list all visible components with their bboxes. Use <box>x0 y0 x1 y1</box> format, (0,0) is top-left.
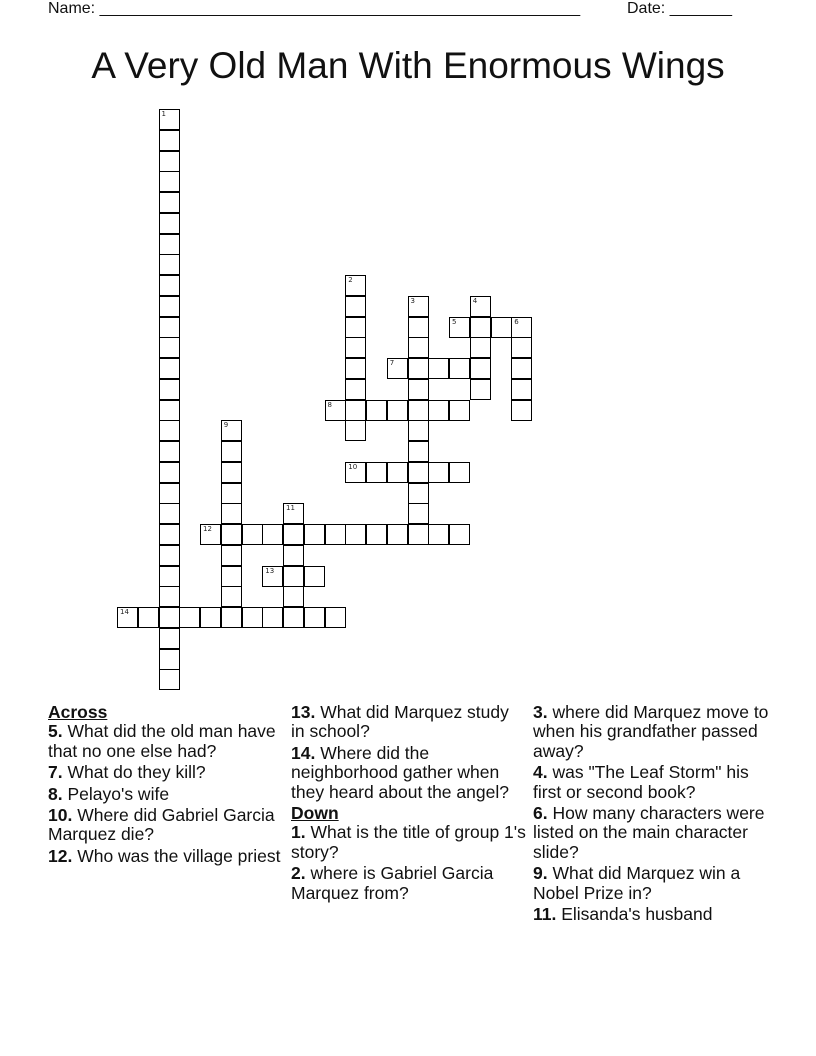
clue-item <box>533 763 773 802</box>
grid-cell[interactable] <box>221 483 242 504</box>
clue-text: where did Marquez move to when his grandfather passed away? <box>533 702 769 761</box>
grid-cell[interactable] <box>408 317 429 338</box>
grid-cell[interactable] <box>345 358 366 379</box>
grid-cell[interactable] <box>200 607 221 628</box>
grid-cell[interactable] <box>387 400 408 421</box>
grid-cell[interactable] <box>283 545 304 566</box>
grid-cell[interactable] <box>408 524 429 545</box>
clue-number: 6. <box>533 803 548 824</box>
grid-cell[interactable] <box>408 441 429 462</box>
grid-cell[interactable] <box>304 607 325 628</box>
grid-cell[interactable] <box>159 400 180 421</box>
grid-cell[interactable] <box>304 566 325 587</box>
grid-cell[interactable] <box>262 566 283 587</box>
clue-number-label: 8 <box>327 400 332 409</box>
grid-cell[interactable] <box>408 400 429 421</box>
grid-cell[interactable] <box>408 337 429 358</box>
grid-cell[interactable] <box>428 400 449 421</box>
across-heading: Across <box>48 702 108 722</box>
clue-number-label: 3 <box>410 296 415 305</box>
clue-column-3 <box>533 703 773 926</box>
grid-cell[interactable] <box>345 420 366 441</box>
clue-text: What is the title of group 1's story? <box>291 822 526 862</box>
grid-cell[interactable] <box>200 524 221 545</box>
clue-number: 12. <box>48 845 73 866</box>
grid-cell[interactable] <box>283 586 304 607</box>
clue-number: 4. <box>533 762 548 783</box>
grid-cell[interactable] <box>221 524 242 545</box>
grid-cell[interactable] <box>449 317 470 338</box>
grid-cell[interactable] <box>511 400 532 421</box>
grid-cell[interactable] <box>159 151 180 172</box>
clue-text: What did the old man have that no one else had? <box>48 721 276 761</box>
grid-cell[interactable] <box>159 483 180 504</box>
clue-number: 8. <box>48 783 63 804</box>
grid-cell[interactable] <box>221 545 242 566</box>
clue-number-label: 11 <box>286 504 295 513</box>
clue-item <box>533 703 773 761</box>
clue-number-label: 9 <box>223 421 229 430</box>
grid-cell[interactable] <box>470 337 491 358</box>
grid-cell[interactable] <box>428 358 449 379</box>
name-field-label: Name: ______________________________________________________ <box>48 0 581 17</box>
clue-text: What did Marquez win a Nobel Prize in? <box>533 863 741 903</box>
grid-cell[interactable] <box>159 337 180 358</box>
grid-cell[interactable] <box>511 358 532 379</box>
across-clue-list <box>48 722 284 866</box>
clue-item <box>291 823 527 862</box>
grid-cell[interactable] <box>159 109 180 130</box>
grid-cell[interactable] <box>117 607 138 628</box>
grid-cell[interactable] <box>159 462 180 483</box>
grid-cell[interactable] <box>159 607 180 628</box>
clue-text: How many characters were listed on the main character slide? <box>533 803 765 862</box>
clue-text: was "The Leaf Storm" his first or second book? <box>533 762 749 802</box>
clue-text: Who was the village priest <box>72 845 281 866</box>
clue-number: 7. <box>48 762 63 783</box>
grid-cell[interactable] <box>159 503 180 524</box>
clue-text: What do they kill? <box>62 762 206 783</box>
grid-cell[interactable] <box>470 358 491 379</box>
grid-cell[interactable] <box>159 441 180 462</box>
clue-number-label: 14 <box>120 608 129 616</box>
grid-cell[interactable] <box>345 462 366 483</box>
clue-number: 2. <box>291 863 306 884</box>
grid-cell[interactable] <box>221 462 242 483</box>
grid-cell[interactable] <box>283 607 304 628</box>
grid-cell[interactable] <box>325 524 346 545</box>
clue-item <box>48 722 284 761</box>
clue-number-label: 12 <box>203 525 212 533</box>
clue-column-1 <box>48 703 284 868</box>
clue-item <box>48 847 284 866</box>
grid-cell[interactable] <box>242 524 263 545</box>
clue-item <box>533 905 773 924</box>
grid-cell[interactable] <box>159 234 180 255</box>
grid-cell[interactable] <box>159 524 180 545</box>
clue-number: 11. <box>533 904 557 925</box>
grid-cell[interactable] <box>408 358 429 379</box>
clue-number-label: 13 <box>265 566 275 575</box>
clue-number: 10. <box>48 805 73 826</box>
clue-item <box>533 864 773 903</box>
grid-cell[interactable] <box>345 400 366 421</box>
down-clue-list-continued <box>533 703 773 924</box>
grid-cell[interactable] <box>408 503 429 524</box>
clue-number: 14. <box>291 742 316 763</box>
grid-cell[interactable] <box>159 586 180 607</box>
grid-cell[interactable] <box>408 420 429 441</box>
grid-cell[interactable] <box>408 296 429 317</box>
grid-cell[interactable] <box>470 296 491 317</box>
grid-cell[interactable] <box>159 317 180 338</box>
clue-item <box>48 806 284 845</box>
grid-cell[interactable] <box>325 400 346 421</box>
clue-number-label: 7 <box>389 359 395 367</box>
clue-number-label: 2 <box>348 276 353 284</box>
grid-cell[interactable] <box>159 649 180 670</box>
clue-item <box>291 864 527 903</box>
grid-cell[interactable] <box>221 586 242 607</box>
date-field-label: Date: _______ <box>627 0 732 17</box>
grid-cell[interactable] <box>262 524 283 545</box>
clue-item <box>533 804 773 862</box>
clue-number: 1. <box>291 822 306 843</box>
clue-item <box>291 744 527 802</box>
grid-cell[interactable] <box>511 337 532 358</box>
grid-cell[interactable] <box>366 462 387 483</box>
grid-cell[interactable] <box>325 607 346 628</box>
grid-cell[interactable] <box>221 607 242 628</box>
grid-cell[interactable] <box>283 503 304 524</box>
grid-cell[interactable] <box>242 607 263 628</box>
grid-cell[interactable] <box>138 607 159 628</box>
clue-column-2 <box>291 703 527 905</box>
clue-text: What did Marquez study in school? <box>291 702 509 742</box>
puzzle-title: A Very Old Man With Enormous Wings <box>91 45 725 86</box>
grid-cell[interactable] <box>511 317 532 338</box>
grid-cell[interactable] <box>221 441 242 462</box>
grid-cell[interactable] <box>262 607 283 628</box>
down-heading: Down <box>291 803 339 824</box>
clue-number-label: 10 <box>348 462 358 471</box>
grid-cell[interactable] <box>387 524 408 545</box>
grid-cell[interactable] <box>470 317 491 338</box>
grid-cell[interactable] <box>159 669 180 690</box>
grid-cell[interactable] <box>221 503 242 524</box>
grid-cell[interactable] <box>159 213 180 234</box>
grid-cell[interactable] <box>159 358 180 379</box>
grid-cell[interactable] <box>428 462 449 483</box>
grid-cell[interactable] <box>345 296 366 317</box>
clue-item <box>291 703 527 742</box>
grid-cell[interactable] <box>179 607 200 628</box>
grid-cell[interactable] <box>159 296 180 317</box>
clue-number: 5. <box>48 721 63 742</box>
grid-cell[interactable] <box>449 358 470 379</box>
clue-number-label: 5 <box>452 317 457 326</box>
grid-cell[interactable] <box>221 566 242 587</box>
grid-cell[interactable] <box>345 317 366 338</box>
grid-cell[interactable] <box>159 130 180 151</box>
clue-item <box>48 785 284 804</box>
grid-cell[interactable] <box>491 317 512 338</box>
clue-number-label: 1 <box>161 110 166 118</box>
grid-cell[interactable] <box>159 171 180 192</box>
grid-cell[interactable] <box>511 379 532 400</box>
down-clue-list <box>291 823 527 903</box>
grid-cell[interactable] <box>408 379 429 400</box>
clue-text: Pelayo's wife <box>62 783 170 804</box>
grid-cell[interactable] <box>366 400 387 421</box>
clue-text: where is Gabriel Garcia Marquez from? <box>291 863 494 903</box>
grid-cell[interactable] <box>304 524 325 545</box>
clue-number: 13. <box>291 702 316 722</box>
clue-item <box>48 763 284 782</box>
grid-cell[interactable] <box>366 524 387 545</box>
clue-number-label: 4 <box>472 296 478 305</box>
grid-cell[interactable] <box>159 566 180 587</box>
grid-cell[interactable] <box>159 545 180 566</box>
grid-cell[interactable] <box>221 420 242 441</box>
grid-cell[interactable] <box>283 524 304 545</box>
grid-cell[interactable] <box>159 254 180 275</box>
grid-cell[interactable] <box>387 462 408 483</box>
grid-cell[interactable] <box>159 628 180 649</box>
grid-cell[interactable] <box>345 337 366 358</box>
grid-cell[interactable] <box>408 462 429 483</box>
clue-number: 9. <box>533 863 548 884</box>
clue-text: Where did the neighborhood gather when they heard about the angel? <box>291 742 509 802</box>
grid-cell[interactable] <box>345 524 366 545</box>
grid-cell[interactable] <box>159 379 180 400</box>
grid-cell[interactable] <box>159 192 180 213</box>
grid-cell[interactable] <box>159 275 180 296</box>
grid-cell[interactable] <box>345 379 366 400</box>
grid-cell[interactable] <box>283 566 304 587</box>
grid-cell[interactable] <box>428 524 449 545</box>
grid-cell[interactable] <box>449 400 470 421</box>
grid-cell[interactable] <box>408 483 429 504</box>
clue-number-label: 6 <box>514 317 519 326</box>
grid-cell[interactable] <box>159 420 180 441</box>
clue-number: 3. <box>533 702 548 722</box>
grid-cell[interactable] <box>449 462 470 483</box>
clue-text: Where did Gabriel Garcia Marquez die? <box>48 805 275 845</box>
across-clue-list-continued <box>291 703 527 802</box>
clue-text: Elisanda's husband <box>556 904 713 925</box>
grid-cell[interactable] <box>387 358 408 379</box>
grid-cell[interactable] <box>345 275 366 296</box>
grid-cell[interactable] <box>470 379 491 400</box>
grid-cell[interactable] <box>449 524 470 545</box>
